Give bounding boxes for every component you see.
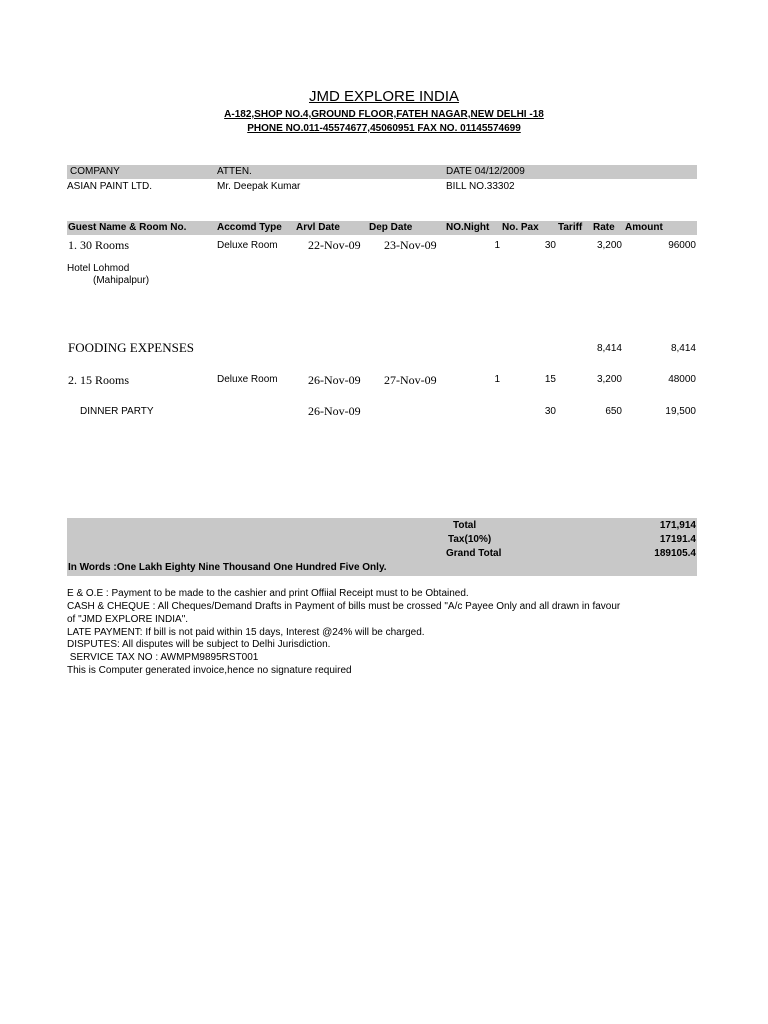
row2-amount: 48000 (668, 374, 696, 385)
total-label: Total (453, 520, 477, 531)
col-header-accomd: Accomd Type (217, 222, 282, 233)
row1-rate: 3,200 (596, 240, 622, 251)
company-value: ASIAN PAINT LTD. (67, 181, 153, 192)
row1-location: (Mahipalpur) (93, 275, 150, 286)
grand-total-label: Grand Total (446, 548, 502, 559)
row2-nights: 1 (494, 374, 500, 385)
tax-value: 17191.4 (659, 534, 696, 545)
terms-line-4: LATE PAYMENT: If bill is not paid within 15 days, Interest @24% will be charged. (67, 627, 425, 638)
row2-guest: 2. 15 Rooms (68, 373, 130, 387)
col-header-rate: Rate (593, 222, 615, 233)
atten-value: Mr. Deepak Kumar (217, 181, 301, 192)
col-header-tariff: Tariff (558, 222, 583, 233)
company-phone: PHONE NO.011-45574677,45060951 FAX NO. 01145574699 (247, 123, 521, 134)
col-header-arvl: Arvl Date (296, 222, 340, 233)
dinner-pax: 30 (544, 406, 556, 417)
total-value: 171,914 (659, 520, 696, 531)
dinner-arvl: 26-Nov-09 (308, 404, 361, 418)
date-label: DATE 04/12/2009 (446, 166, 525, 177)
terms-line-1: E & O.E : Payment to be made to the cashier and print Offiial Receipt must to be Obtained. (67, 588, 469, 599)
col-header-guest: Guest Name & Room No. (68, 222, 187, 233)
row2-rate: 3,200 (596, 374, 622, 385)
row1-amount: 96000 (668, 240, 696, 251)
row2-dep: 27-Nov-09 (384, 373, 437, 387)
fooding-label: FOODING EXPENSES (68, 340, 195, 355)
grand-total-value: 189105.4 (654, 548, 696, 559)
dinner-amount: 19,500 (665, 406, 696, 417)
dinner-label: DINNER PARTY (80, 406, 154, 417)
fooding-amount: 8,414 (670, 343, 696, 354)
company-address: A-182,SHOP NO.4,GROUND FLOOR,FATEH NAGAR,NEW DELHI -18 (224, 109, 544, 120)
row1-dep: 23-Nov-09 (384, 238, 437, 252)
row2-arvl: 26-Nov-09 (308, 373, 361, 387)
terms-line-6: SERVICE TAX NO : AWMPM9895RST001 (67, 652, 259, 663)
tax-label: Tax(10%) (448, 534, 492, 545)
terms-line-2: CASH & CHEQUE : All Cheques/Demand Drafts in Payment of bills must be crossed "A/c Payee Only and all drawn in favour (67, 601, 621, 612)
company-name: JMD EXPLORE INDIA (308, 88, 460, 105)
col-header-pax: No. Pax (502, 222, 539, 233)
row1-pax: 30 (544, 240, 556, 251)
bill-number: BILL NO.33302 (446, 181, 515, 192)
row1-arvl: 22-Nov-09 (308, 238, 361, 252)
terms-line-7: This is Computer generated invoice,hence no signature required (67, 665, 352, 676)
row1-nights: 1 (494, 240, 500, 251)
fooding-rate: 8,414 (596, 343, 622, 354)
col-header-amount: Amount (625, 222, 663, 233)
info-header-band (67, 165, 697, 179)
col-header-dep: Dep Date (369, 222, 413, 233)
dinner-rate: 650 (605, 406, 622, 417)
row2-pax: 15 (544, 374, 556, 385)
amount-in-words: In Words :One Lakh Eighty Nine Thousand One Hundred Five Only. (68, 562, 387, 573)
row1-accomd: Deluxe Room (217, 240, 278, 251)
col-header-nights: NO.Night (446, 222, 490, 233)
company-label: COMPANY (70, 166, 120, 177)
row1-guest: 1. 30 Rooms (68, 238, 130, 252)
terms-line-5: DISPUTES: All disputes will be subject to Delhi Jurisdiction. (67, 639, 331, 650)
atten-label: ATTEN. (217, 166, 252, 177)
row2-accomd: Deluxe Room (217, 374, 278, 385)
row1-hotel: Hotel Lohmod (67, 263, 130, 274)
terms-line-3: of "JMD EXPLORE INDIA". (67, 614, 189, 625)
